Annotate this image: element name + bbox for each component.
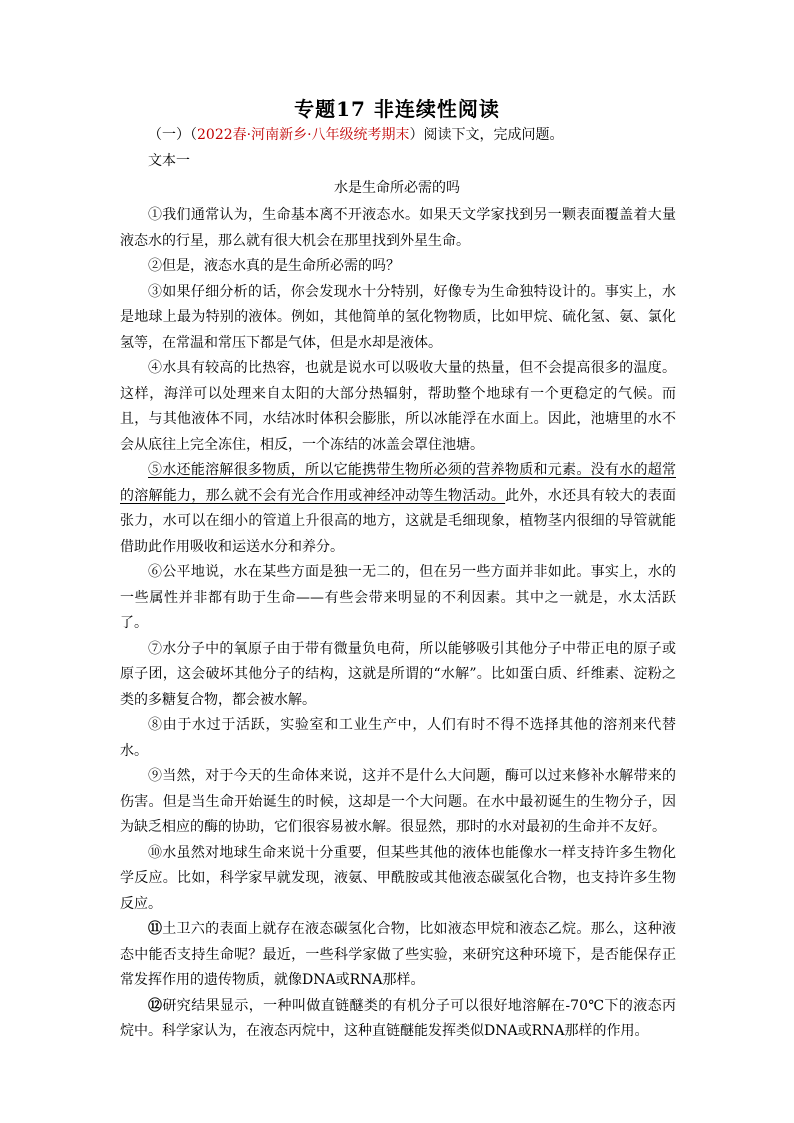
paragraph-10: ⑩水虽然对地球生命来说十分重要，但某些其他的液体也能像水一样支持许多生物化学反应。比如，科学家早就发现，液氨、甲酰胺或其他液态碳氢化合物，也支持许多生物反应。 — [120, 844, 676, 912]
paragraph-6: ⑥公平地说，水在某些方面是独一无二的，但在另一些方面并非如此。事实上，水的一些属性并非都有助于生命——有些会带来明显的不利因素。其中之一就是，水太活跃了。 — [120, 564, 676, 631]
question-prefix: （一）（ — [148, 127, 197, 143]
paragraph-8: ⑧由于水过于活跃，实验室和工业生产中，人们有时不得不选择其他的溶剂来代替水。 — [120, 717, 676, 759]
paragraph-4: ④水具有较高的比热容，也就是说水可以吸收大量的热量，但不会提高很多的温度。这样，海洋可以处理来自太阳的大部分热辐射，帮助整个地球有一个更稳定的气候。而且，与其他液体不同，水结冰时体积会膨胀，所以冰能浮在水面上。因此，池塘里的水不会从底往上完全冻住，相反，一个冻结的冰盖会罩住池塘。 — [120, 360, 676, 453]
article-body — [120, 203, 676, 1045]
paragraph-5-underlined: ⑤水还能溶解很多物质，所以它能携带生物所必须的营养物质和元素。没有水的超常的溶解能力，那么就不会有光合作用或神经冲动等生物活动。 — [120, 462, 676, 504]
paragraph-5 — [120, 458, 676, 560]
paragraph-7: ⑦水分子中的氧原子由于带有微量负电荷，所以能够吸引其他分子中带正电的原子或原子团，这会破坏其他分子的结构，这就是所谓的“水解”。比如蛋白质、纤维素、淀粉之类的多糖复合物，都会被水解。 — [120, 640, 676, 708]
paragraph-12-number: ⑫ — [148, 997, 163, 1014]
paragraph-12-text: 研究结果显示，一种叫做直链醚类的有机分子可以很好地溶解在-70℃下的液态丙烷中。科学家认为，在液态丙烷中，这种直链醚能发挥类似DNA或RNA那样的作用。 — [120, 997, 676, 1039]
paragraph-11-number: ⑪ — [148, 921, 163, 937]
question-suffix: ）阅读下文，完成问题。 — [409, 127, 564, 143]
paragraph-2: ②但是，液态水真的是生命所必需的吗？ — [148, 258, 400, 274]
paragraph-11 — [120, 917, 676, 994]
paragraph-12 — [120, 994, 676, 1045]
paragraph-3: ③如果仔细分析的话，你会发现水十分特别，好像专为生命独特设计的。事实上，水是地球上最为特别的液体。例如，其他简单的氢化物物质，比如甲烷、硫化氢、氨、氯化氢等，在常温和常压下都是气体，但是水却是液体。 — [120, 283, 676, 351]
paragraph-9: ⑨当然，对于今天的生命体来说，这并不是什么大问题，酶可以过来修补水解带来的伤害。但是当生命开始诞生的时候，这却是一个大问题。在水中最初诞生的生物分子，因为缺乏相应的酶的协助，它们很容易被水解。很显然，那时的水对最初的生命并不友好。 — [120, 768, 676, 835]
text-label: 文本一 — [148, 153, 190, 169]
question-source: 2022春·河南新乡·八年级统考期末 — [197, 127, 410, 143]
paragraph-11-text: 土卫六的表面上就存在液态碳氢化合物，比如液态甲烷和液态乙烷。那么，这种液态中能否支持生命呢？最近，一些科学家做了些实验，来研究这种环境下，是否能保存正常发挥作用的遗传物质，就像DNA或RNA那样。 — [120, 921, 677, 988]
question-header — [148, 125, 688, 145]
article-title: 水是生命所必需的吗 — [334, 180, 460, 196]
paragraph-1: ①我们通常认为，生命基本离不开液态水。如果天文学家找到另一颗表面覆盖着大量液态水的行星，那么就有很大机会在那里找到外星生命。 — [120, 207, 676, 249]
page-title: 专题17 非连续性阅读 — [294, 97, 500, 121]
paragraph-5-rest: 此外，水还具有较大的表面张力，水可以在细小的管道上升很高的地方，这就是毛细现象，植物茎内很细的导管就能借助此作用吸收和运送水分和养分。 — [120, 487, 677, 555]
